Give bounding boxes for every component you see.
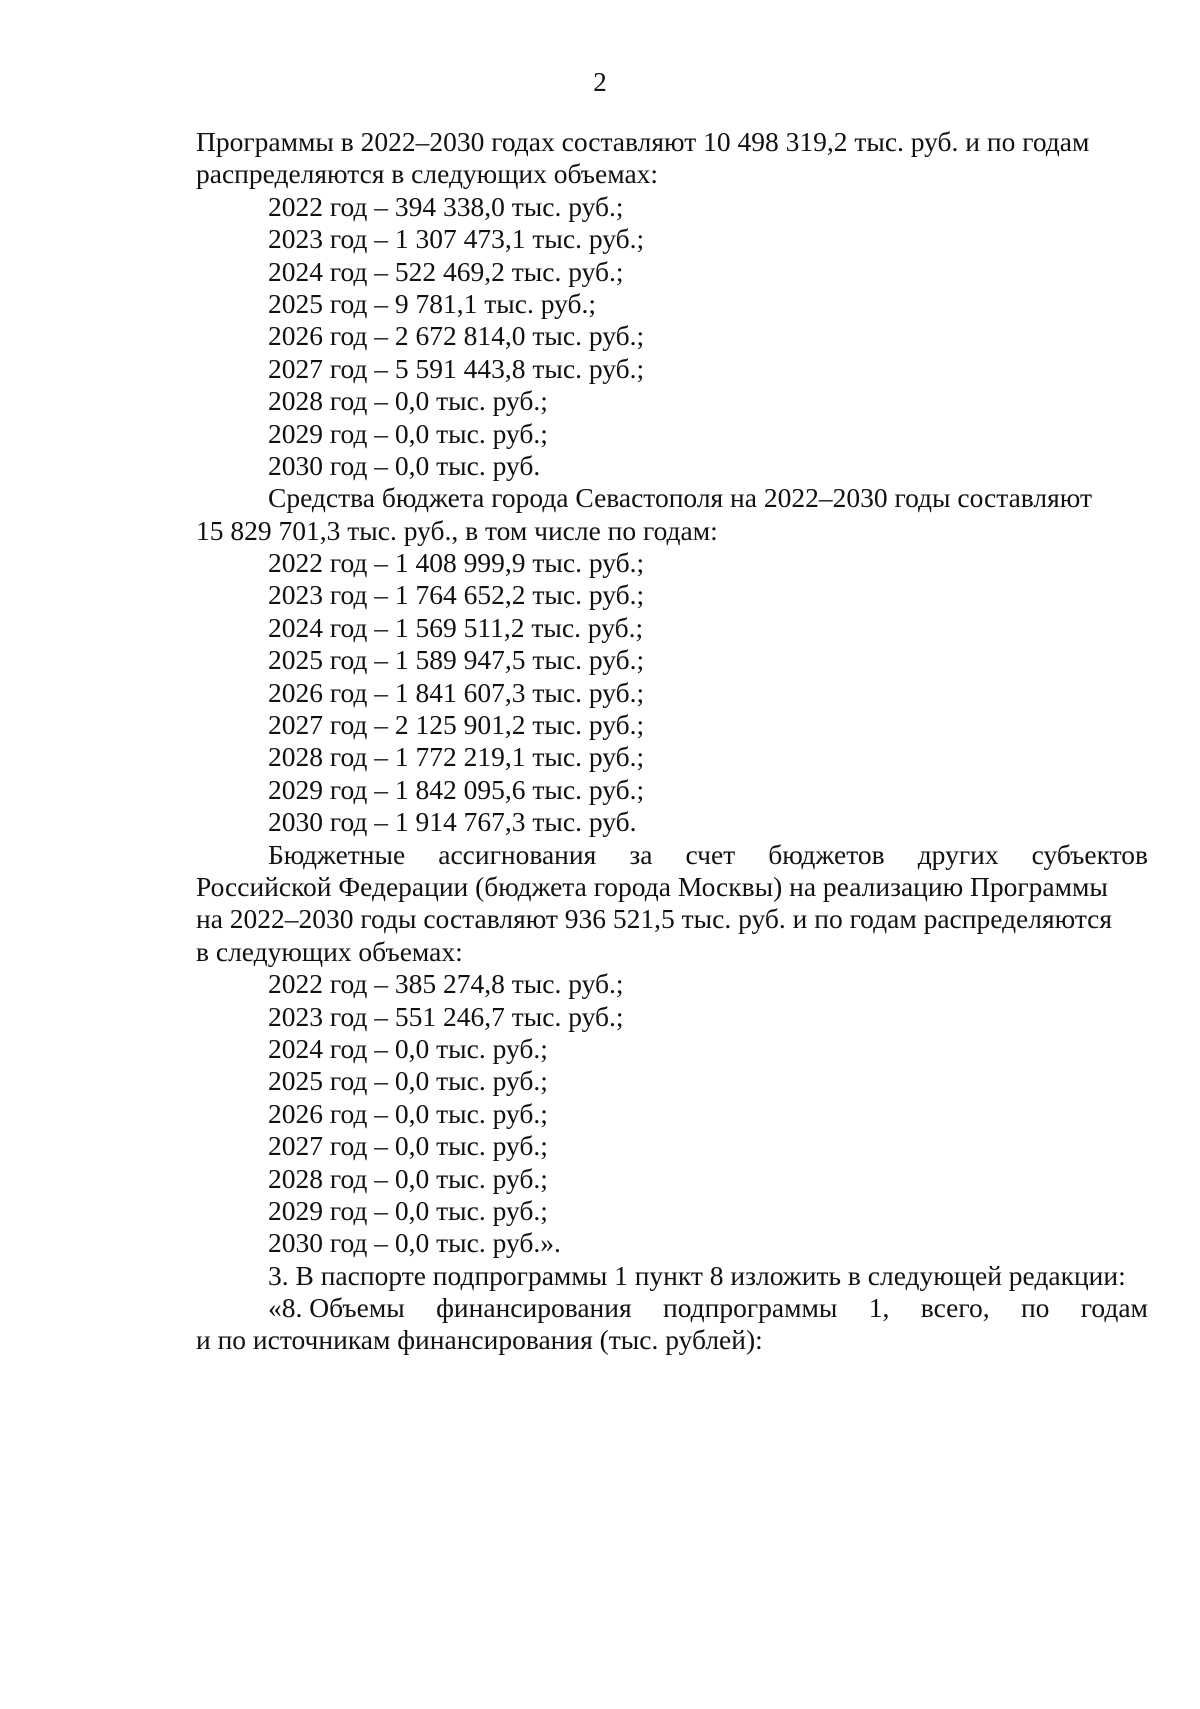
list-item: 2024 год – 522 469,2 тыс. руб.; [268, 255, 624, 287]
list-item: 2028 год – 0,0 тыс. руб.; [268, 385, 548, 417]
word: 1, [868, 1292, 890, 1324]
list-item: 2028 год – 1 772 219,1 тыс. руб.; [268, 741, 645, 773]
list-item: 2027 год – 0,0 тыс. руб.; [268, 1130, 548, 1162]
word: Бюджетные [268, 838, 406, 870]
word: по [1020, 1292, 1050, 1324]
item-8-paragraph-line-2: и по источникам финансирования (тыс. рублей): [196, 1324, 763, 1356]
word: за [629, 838, 653, 870]
list-item: 2024 год – 1 569 511,2 тыс. руб.; [268, 611, 644, 643]
word: годам [1080, 1292, 1148, 1324]
list-item: 2022 год – 385 274,8 тыс. руб.; [268, 968, 624, 1000]
word: субъектов [1031, 838, 1148, 870]
word: счет [685, 838, 736, 870]
list-item: 2025 год – 0,0 тыс. руб.; [268, 1065, 548, 1097]
word: всего, [920, 1292, 990, 1324]
list-item: 2027 год – 5 591 443,8 тыс. руб.; [268, 352, 645, 384]
list-item: 2028 год – 0,0 тыс. руб.; [268, 1162, 548, 1194]
list-item: 2025 год – 1 589 947,5 тыс. руб.; [268, 644, 645, 676]
page-number: 2 [593, 67, 607, 97]
list-item: 2025 год – 9 781,1 тыс. руб.; [268, 287, 597, 319]
word: других [917, 838, 999, 870]
federal-by-year-list [196, 191, 1148, 483]
list-item: 2022 год – 1 408 999,9 тыс. руб.; [268, 547, 645, 579]
word: ассигнования [438, 838, 597, 870]
list-item: 2026 год – 2 672 814,0 тыс. руб.; [268, 320, 645, 352]
intro-line-1: Программы в 2022–2030 годах составляют 10 498 319,2 тыс. руб. и по годам [196, 126, 1090, 157]
item-3-paragraph: 3. В паспорте подпрограммы 1 пункт 8 изложить в следующей редакции: [268, 1259, 1126, 1291]
moscow-paragraph-line-1 [196, 839, 1148, 871]
sevastopol-by-year-list [196, 547, 1148, 839]
list-item: 2024 год – 0,0 тыс. руб.; [268, 1032, 548, 1064]
list-item: 2023 год – 1 307 473,1 тыс. руб.; [268, 223, 645, 255]
list-item: 2022 год – 394 338,0 тыс. руб.; [268, 190, 624, 222]
list-item: 2030 год – 0,0 тыс. руб.». [268, 1227, 561, 1259]
sevastopol-paragraph-line-2: 15 829 701,3 тыс. руб., в том числе по годам: [196, 514, 718, 546]
list-item: 2029 год – 1 842 095,6 тыс. руб.; [268, 773, 645, 805]
moscow-paragraph-line-3: на 2022–2030 годы составляют 936 521,5 тыс. руб. и по годам распределяются [196, 903, 1113, 935]
word: бюджетов [768, 838, 885, 870]
list-item: 2023 год – 1 764 652,2 тыс. руб.; [268, 579, 645, 611]
list-item: 2026 год – 1 841 607,3 тыс. руб.; [268, 676, 645, 708]
list-item: 2030 год – 0,0 тыс. руб. [268, 449, 541, 481]
document-body [196, 126, 1148, 1357]
list-item: 2023 год – 551 246,7 тыс. руб.; [268, 1000, 624, 1032]
moscow-by-year-list [196, 968, 1148, 1260]
list-item: 2026 год – 0,0 тыс. руб.; [268, 1097, 548, 1129]
sevastopol-paragraph-line-1: Средства бюджета города Севастополя на 2022–2030 годы составляют [268, 482, 1092, 514]
list-item: 2029 год – 0,0 тыс. руб.; [268, 1194, 548, 1226]
word: финансирования [436, 1292, 632, 1324]
moscow-paragraph-line-4: в следующих объемах: [196, 935, 463, 967]
intro-line-2: распределяются в следующих объемах: [196, 158, 659, 190]
moscow-paragraph-line-2: Российской Федерации (бюджета города Москвы) на реализацию Программы [196, 870, 1108, 902]
list-item: 2029 год – 0,0 тыс. руб.; [268, 417, 548, 449]
item-8-paragraph-line-1 [196, 1292, 1148, 1324]
list-item: 2030 год – 1 914 767,3 тыс. руб. [268, 806, 637, 838]
word: «8. Объемы [268, 1292, 405, 1324]
word: подпрограммы [663, 1292, 838, 1324]
list-item: 2027 год – 2 125 901,2 тыс. руб.; [268, 709, 645, 741]
